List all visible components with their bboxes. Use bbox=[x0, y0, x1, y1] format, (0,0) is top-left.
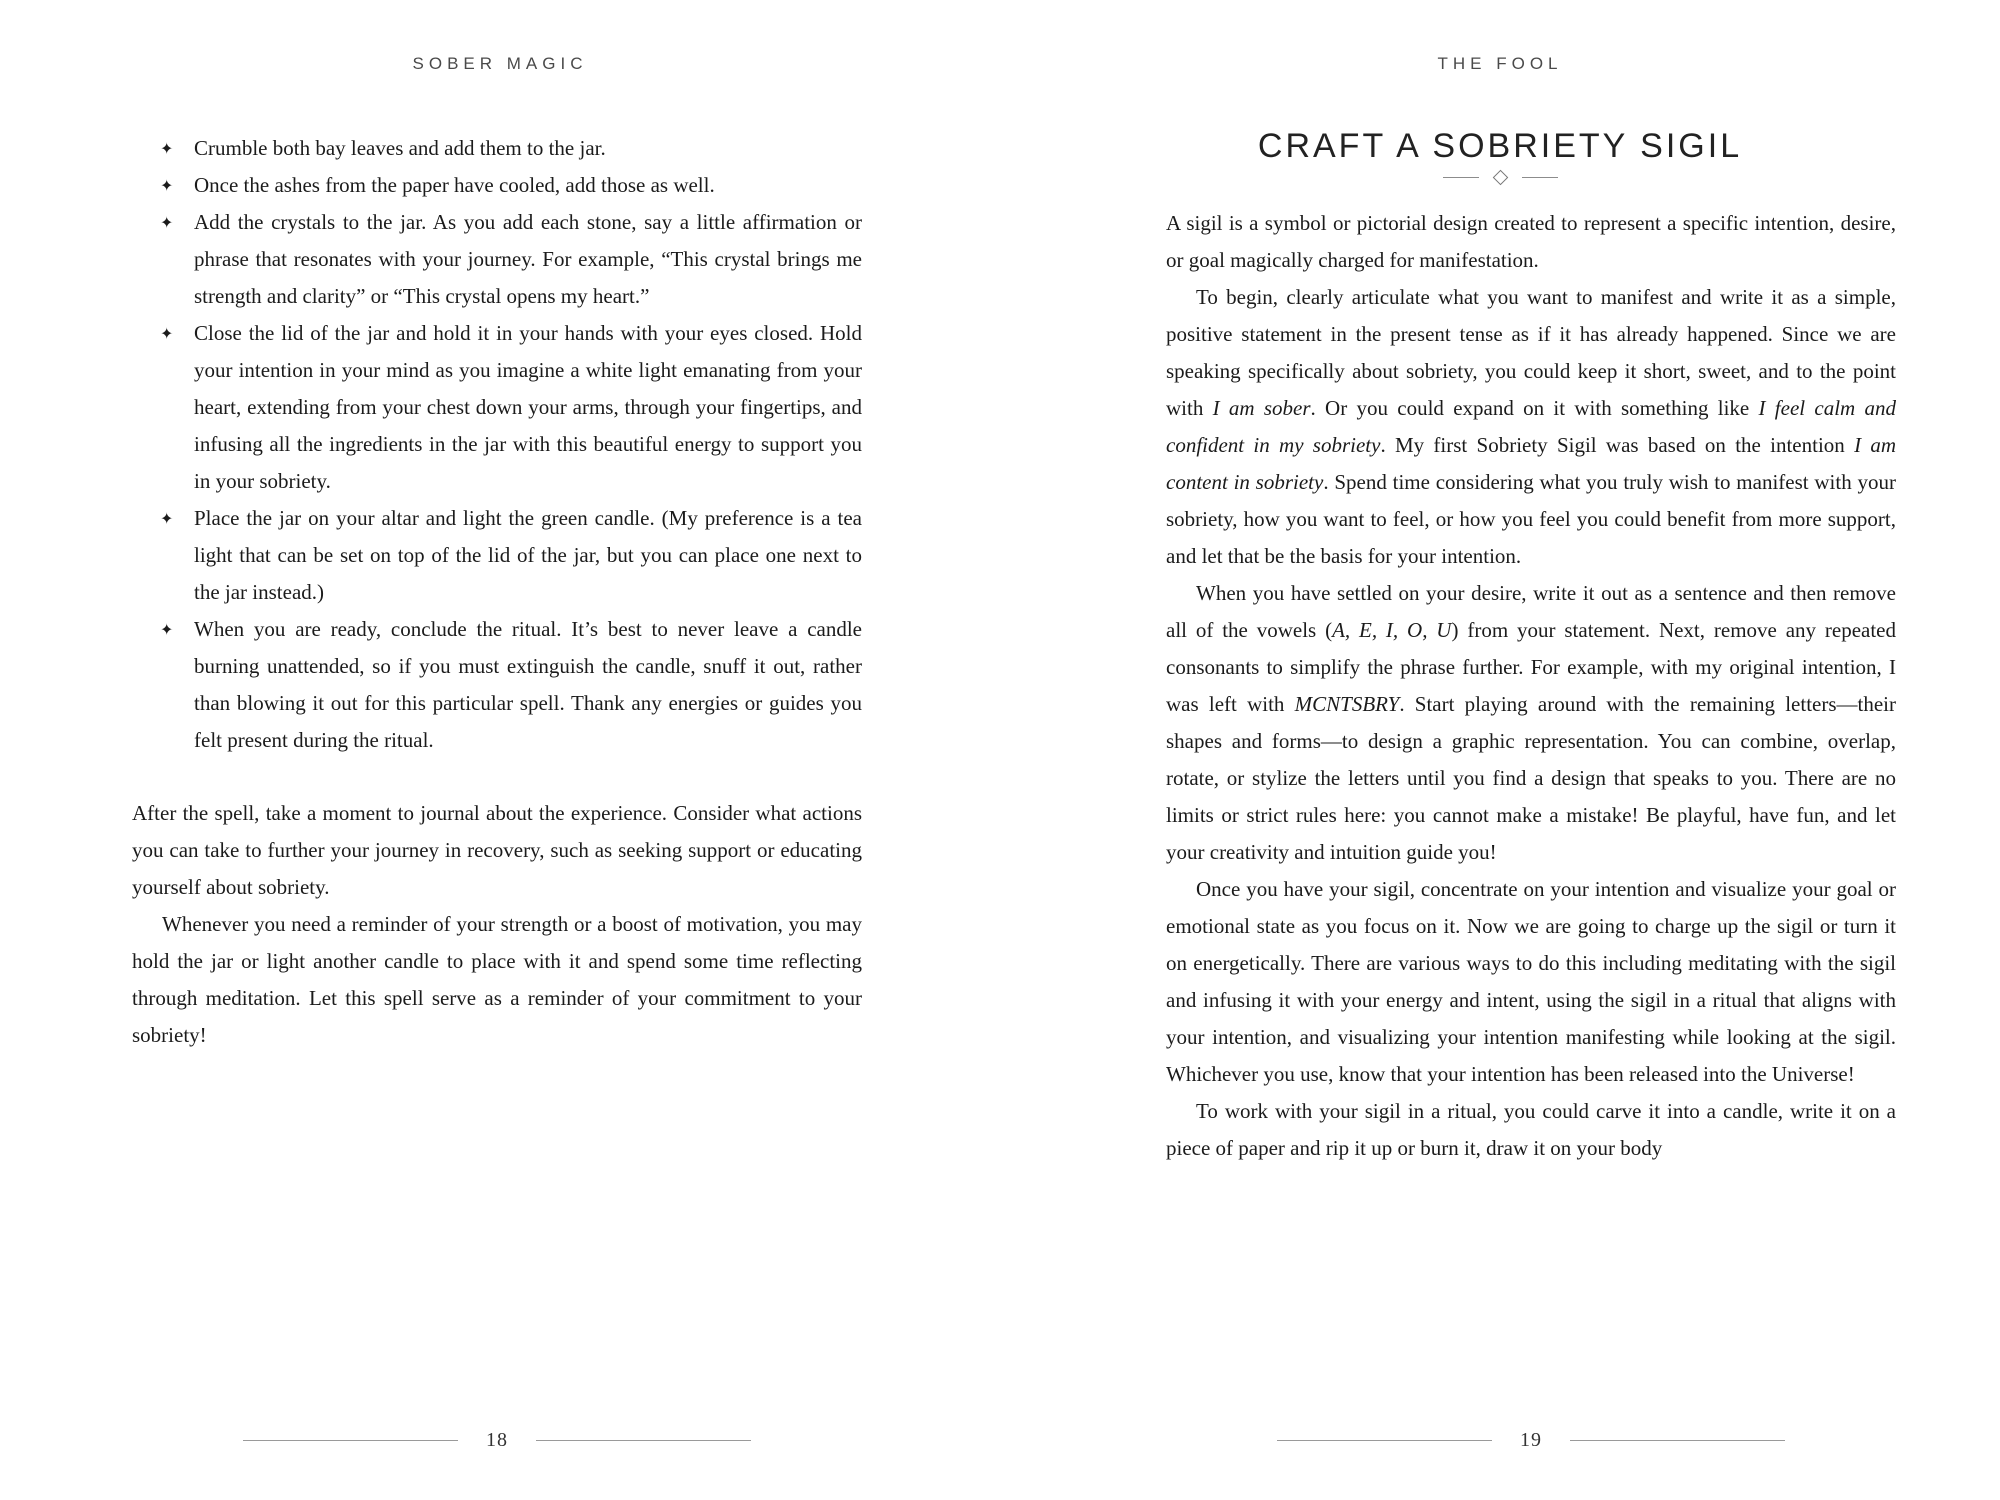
four-pointed-star-icon: ✦ bbox=[160, 139, 174, 158]
bullet-list bbox=[132, 130, 862, 759]
right-page bbox=[1000, 0, 2000, 1500]
bullet-item-text: Close the lid of the jar and hold it in your hands with your eyes closed. Hold your intention in your mind as you imagine a white light emanating from your heart, extending from your chest down your arms, through your fingertips, and infusing all the ingredients in the jar with this beautiful energy to support you in your sobriety. bbox=[194, 321, 862, 493]
bullet-item bbox=[132, 167, 862, 204]
right-page-number: 19 bbox=[1520, 1429, 1542, 1451]
paragraph bbox=[1166, 1093, 1896, 1167]
bullet-item-text: When you are ready, conclude the ritual. It’s best to never leave a candle burning unattended, so if you must extinguish the candle, snuff it out, rather than blowing it out for this particular spell. Thank any energies or guides you felt present during the ritual. bbox=[194, 617, 862, 752]
diamond-icon bbox=[1492, 170, 1508, 186]
four-pointed-star-icon: ✦ bbox=[160, 620, 174, 639]
italic-text-run: MCNTSBRY bbox=[1294, 692, 1400, 716]
bullet-item-text: Crumble both bay leaves and add them to the jar. bbox=[194, 136, 606, 160]
text-run: . Spend time considering what you truly wish to manifest with your sobriety, how you want to feel, or how you feel you could benefit from more support, and let that be the basis for your intention. bbox=[1166, 470, 1896, 568]
italic-text-run: I am content in sobriety bbox=[1166, 433, 1896, 494]
four-pointed-star-icon: ✦ bbox=[160, 176, 174, 195]
section-divider bbox=[1000, 172, 2000, 183]
left-page-footer bbox=[132, 1430, 862, 1450]
bullet-item-text: Place the jar on your altar and light the green candle. (My preference is a tea light that can be set on top of the lid of the jar, but you can place one next to the jar instead.) bbox=[194, 506, 862, 604]
right-page-content bbox=[1166, 205, 1896, 1167]
paragraph bbox=[1166, 205, 1896, 279]
text-run: After the spell, take a moment to journal about the experience. Consider what actions you can take to further your journey in recovery, such as seeking support or educating yourself about sobriety. bbox=[132, 801, 862, 899]
italic-text-run: I am sober bbox=[1212, 396, 1311, 420]
footer-rule-right bbox=[536, 1440, 751, 1441]
footer-rule-right bbox=[1570, 1440, 1785, 1441]
four-pointed-star-icon: ✦ bbox=[160, 213, 174, 232]
chapter-title: CRAFT A SOBRIETY SIGIL bbox=[1257, 126, 1743, 165]
text-run: . Start playing around with the remaining letters—their shapes and forms—to design a graphic representation. You can combine, overlap, rotate, or stylize the letters until you find a design that speaks to you. There are no limits or strict rules here: you cannot make a mistake! Be playful, have fun, and let your creativity and intuition guide you! bbox=[1166, 692, 1897, 864]
four-pointed-star-icon: ✦ bbox=[160, 509, 174, 528]
right-running-head: THE FOOL bbox=[1437, 54, 1563, 73]
paragraph bbox=[1166, 575, 1896, 871]
left-page-number: 18 bbox=[486, 1429, 508, 1451]
footer-rule-left bbox=[1277, 1440, 1492, 1441]
bullet-item-text: Add the crystals to the jar. As you add each stone, say a little affirmation or phrase that resonates with your journey. For example, “This crystal brings me strength and clarity” or “This crystal opens my heart.” bbox=[194, 210, 862, 308]
divider-line-left bbox=[1443, 177, 1479, 178]
text-run: A sigil is a symbol or pictorial design created to represent a specific intention, desire, or goal magically charged for manifestation. bbox=[1166, 211, 1896, 272]
text-run: Once you have your sigil, concentrate on your intention and visualize your goal or emotional state as you focus on it. Now we are going to charge up the sigil or turn it on energetically. There are various ways to do this including meditating with the sigil and infusing it with your energy and intent, using the sigil in a ritual that aligns with your intention, and visualizing your intention manifesting while looking at the sigil. Whichever you use, know that your intention has been released into the Universe! bbox=[1166, 877, 1896, 1086]
text-run: To work with your sigil in a ritual, you could carve it into a candle, write it on a piece of paper and rip it up or burn it, draw it on your body bbox=[1166, 1099, 1896, 1160]
right-page-footer bbox=[1166, 1430, 1896, 1450]
paragraph bbox=[1166, 871, 1896, 1093]
left-running-head: SOBER MAGIC bbox=[412, 54, 588, 73]
text-run: When you have settled on your desire, write it out as a sentence and then remove all of the vowels ( bbox=[1166, 581, 1896, 642]
text-run: To begin, clearly articulate what you want to manifest and write it as a simple, positive statement in the present tense as if it has already happened. Since we are speaking specifically about sobriety, you could keep it short, sweet, and to the point with bbox=[1166, 285, 1896, 420]
left-page-content bbox=[132, 130, 862, 1054]
four-pointed-star-icon: ✦ bbox=[160, 324, 174, 343]
text-run: . My first Sobriety Sigil was based on the intention bbox=[1380, 433, 1855, 457]
paragraph bbox=[132, 906, 862, 1054]
bullet-item bbox=[132, 315, 862, 500]
text-run: . Or you could expand on it with something like bbox=[1310, 396, 1759, 420]
bullet-item bbox=[132, 611, 862, 759]
text-run: ) from your statement. Next, remove any repeated consonants to simplify the phrase further. For example, with my original intention, I was left with bbox=[1166, 618, 1896, 716]
bullet-item-text: Once the ashes from the paper have cooled, add those as well. bbox=[194, 173, 715, 197]
text-run: Whenever you need a reminder of your strength or a boost of motivation, you may hold the jar or light another candle to place with it and spend some time reflecting through meditation. Let this spell serve as a reminder of your commitment to your sobriety! bbox=[132, 912, 862, 1047]
bullet-item bbox=[132, 130, 862, 167]
left-paragraphs bbox=[132, 795, 862, 1054]
bullet-item bbox=[132, 204, 862, 315]
italic-text-run: I feel calm and confident in my sobriety bbox=[1166, 396, 1896, 457]
bullet-item bbox=[132, 500, 862, 611]
footer-rule-left bbox=[243, 1440, 458, 1441]
paragraph bbox=[1166, 279, 1896, 575]
divider-line-right bbox=[1522, 177, 1558, 178]
italic-text-run: A, E, I, O, U bbox=[1332, 618, 1452, 642]
paragraph bbox=[132, 795, 862, 906]
